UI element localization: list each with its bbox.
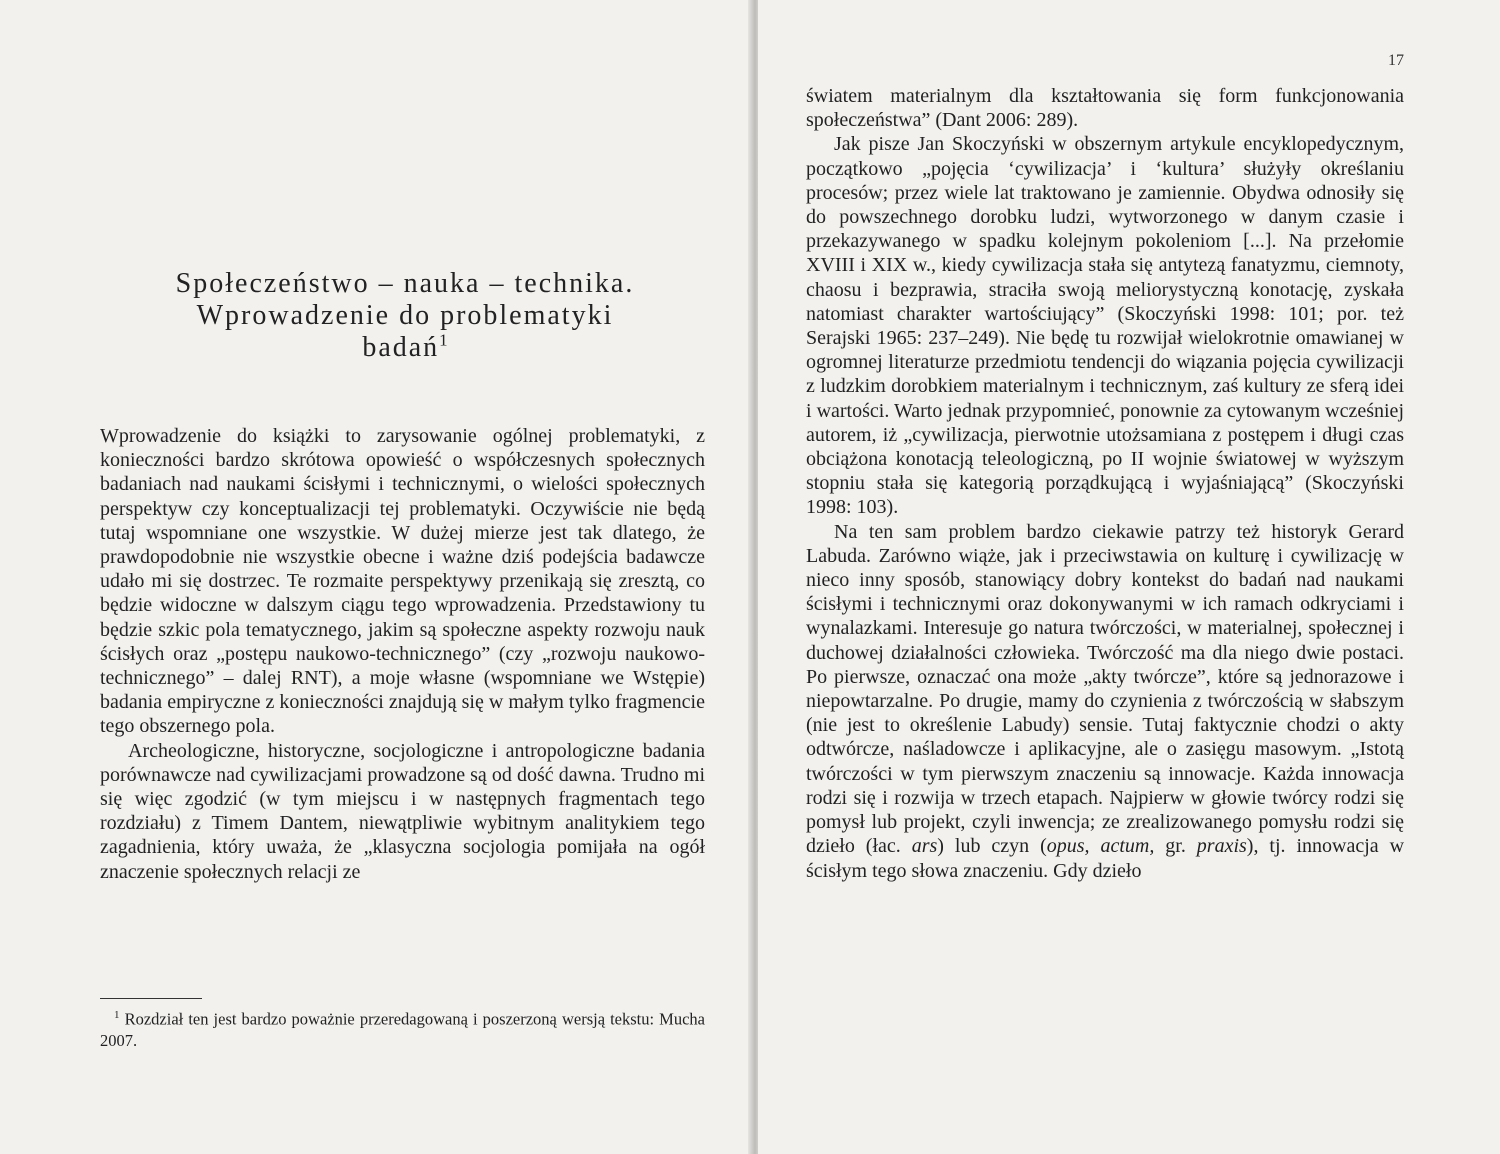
left-page-body xyxy=(100,424,705,884)
paragraph-dant-quote: światem materialnym dla kształtowania się form funkcjonowania społeczeństwa” (Dant 2006: 289). xyxy=(806,85,1404,132)
paragraph-skoczynski: Jak pisze Jan Skoczyński w obszernym artykule encyklopedycznym, początkowo „pojęcia ‘cywilizacja’ i ‘kultura’ służyły określaniu procesów; przez wiele lat traktowano je zamiennie. Obydwa odnosiły się do powszechnego dorobku ludzi, wytworzonego w danym czasie i przekazywanego w spadku kolejnym pokoleniom [...]. Na przełomie XVIII i XIX w., kiedy cywilizacja stała się antytezą fanatyzmu, ciemnoty, chaosu i bezprawia, straciła swoją meliorystyczną konotację, zyskała natomiast charakter wartościujący” (Skoczyński 1998: 101; por. też Serajski 1965: 237–249). Nie będę tu rozwijał wielokrotnie omawianej w ogromnej literaturze przedmiotu tendencji do wiązania pojęcia cywilizacji z ludzkim dorobkiem materialnym i technicznym, zaś kultury ze sferą idei i wartości. Warto jednak przypomnieć, ponownie za cytowanym wcześniej autorem, iż „cywilizacja, pierwotnie utożsamiana z postępem i długi czas obciążona konotacją teleologiczną, po II wojnie światowej w wyższym stopniu stała się kategorią porządkującą i wyjaśniającą” (Skoczyński 1998: 103). xyxy=(806,133,1404,519)
chapter-title-line-3 xyxy=(100,332,710,364)
right-page-body xyxy=(806,84,1404,883)
italic-ars: ars xyxy=(911,835,938,858)
italic-praxis: praxis xyxy=(1196,835,1247,858)
footnote-mark: 1 xyxy=(114,1009,120,1021)
paragraph-labuda xyxy=(806,520,1404,883)
chapter-title-line-1: Społeczeństwo – nauka – technika. xyxy=(175,268,635,299)
chapter-title-footnote-mark: 1 xyxy=(439,330,448,350)
labuda-text-4: ), tj. innowacja w ścisłym tego słowa znaczeniu. Gdy dzieło xyxy=(806,835,1405,882)
italic-opus-actum: opus, actum, xyxy=(1046,835,1155,858)
footnote-text: Rozdział ten jest bardzo poważnie przeredagowaną i poszerzoną wersją tekstu: Mucha 2007. xyxy=(100,1009,705,1050)
labuda-text-1: Na ten sam problem bardzo ciekawie patrzy też historyk Gerard Labuda. Zarówno wiąże, jak i przeciwstawia on kulturę i cywilizację w nieco inny sposób, stanowiący dobry kontekst do badań nad naukami ścisłymi i technicznymi oraz dokonywanymi w ich ramach odkryciami i wynalazkami. Interesuje go natura twórczości, w materialnej, społecznej i duchowej działalności człowieka. Twórczość ma dla niego dwie postaci. Po pierwsze, oznaczać ona może „akty twórcze”, które są jednorazowe i niepowtarzalne. Po drugie, mamy do czynienia z twórczością w słabszym (nie jest to określenie Labudy) sensie. Tutaj faktycznie chodzi o akty odtwórcze, naśladowcze i aplikacyjne, ale o zasięgu masowym. „Istotą twórczości w tym pierwszym znaczeniu są innowacje. Każda innowacja rodzi się i rozwija w trzech etapach. Najpierw w głowie twórcy rodzi się pomysł lub projekt, czyli inwencja; ze zrealizowanego pomysłu rodzi się dzieło (łac. xyxy=(806,520,1404,858)
footnote-divider xyxy=(100,998,202,999)
footnote xyxy=(100,1005,705,1051)
chapter-title-line-2: Wprowadzenie do problematyki xyxy=(196,300,614,331)
chapter-title-word: badań xyxy=(362,332,440,363)
page-number: 17 xyxy=(1388,52,1404,69)
paragraph-intro: Wprowadzenie do książki to zarysowanie ogólnej problematyki, z konieczności bardzo skrótowa opowieść o współczesnych społecznych badaniach nad naukami ścisłymi i technicznymi, o wielości społecznych perspektyw czy konceptualizacji tej problematyki. Oczywiście nie będą tutaj wspomniane one wszystkie. W dużej mierze jest tak dlatego, że prawdopodobnie nie wszystkie obecne i ważne dziś podejścia badawcze udało mi się dostrzec. Te rozmaite perspektywy przenikają się zresztą, co będzie widoczne w dalszym ciągu tego wprowadzenia. Przedstawiony tu będzie szkic pola tematycznego, jakim są społeczne aspekty rozwoju nauk ścisłych oraz „postępu naukowo-technicznego” (czy „rozwoju naukowo-technicznego” – dalej RNT), a moje własne (wspomniane we Wstępie) badania empiryczne z konieczności znajdują się w małym tylko fragmencie tego obszernego pola. xyxy=(100,425,705,738)
labuda-text-3: gr. xyxy=(1154,835,1197,858)
chapter-title xyxy=(100,268,710,364)
paragraph-archeology: Archeologiczne, historyczne, socjologiczne i antropologiczne badania porównawcze nad cywilizacjami prowadzone są od dość dawna. Trudno mi się więc zgodzić (w tym miejscu i w następnych fragmentach tego rozdziału) z Timem Dantem, niewątpliwie wybitnym analitykiem tego zagadnienia, który uważa, że „klasyczna socjologia pomijała na ogół znaczenie społecznych relacji ze xyxy=(100,739,705,883)
labuda-text-2: ) lub czyn ( xyxy=(937,835,1047,858)
